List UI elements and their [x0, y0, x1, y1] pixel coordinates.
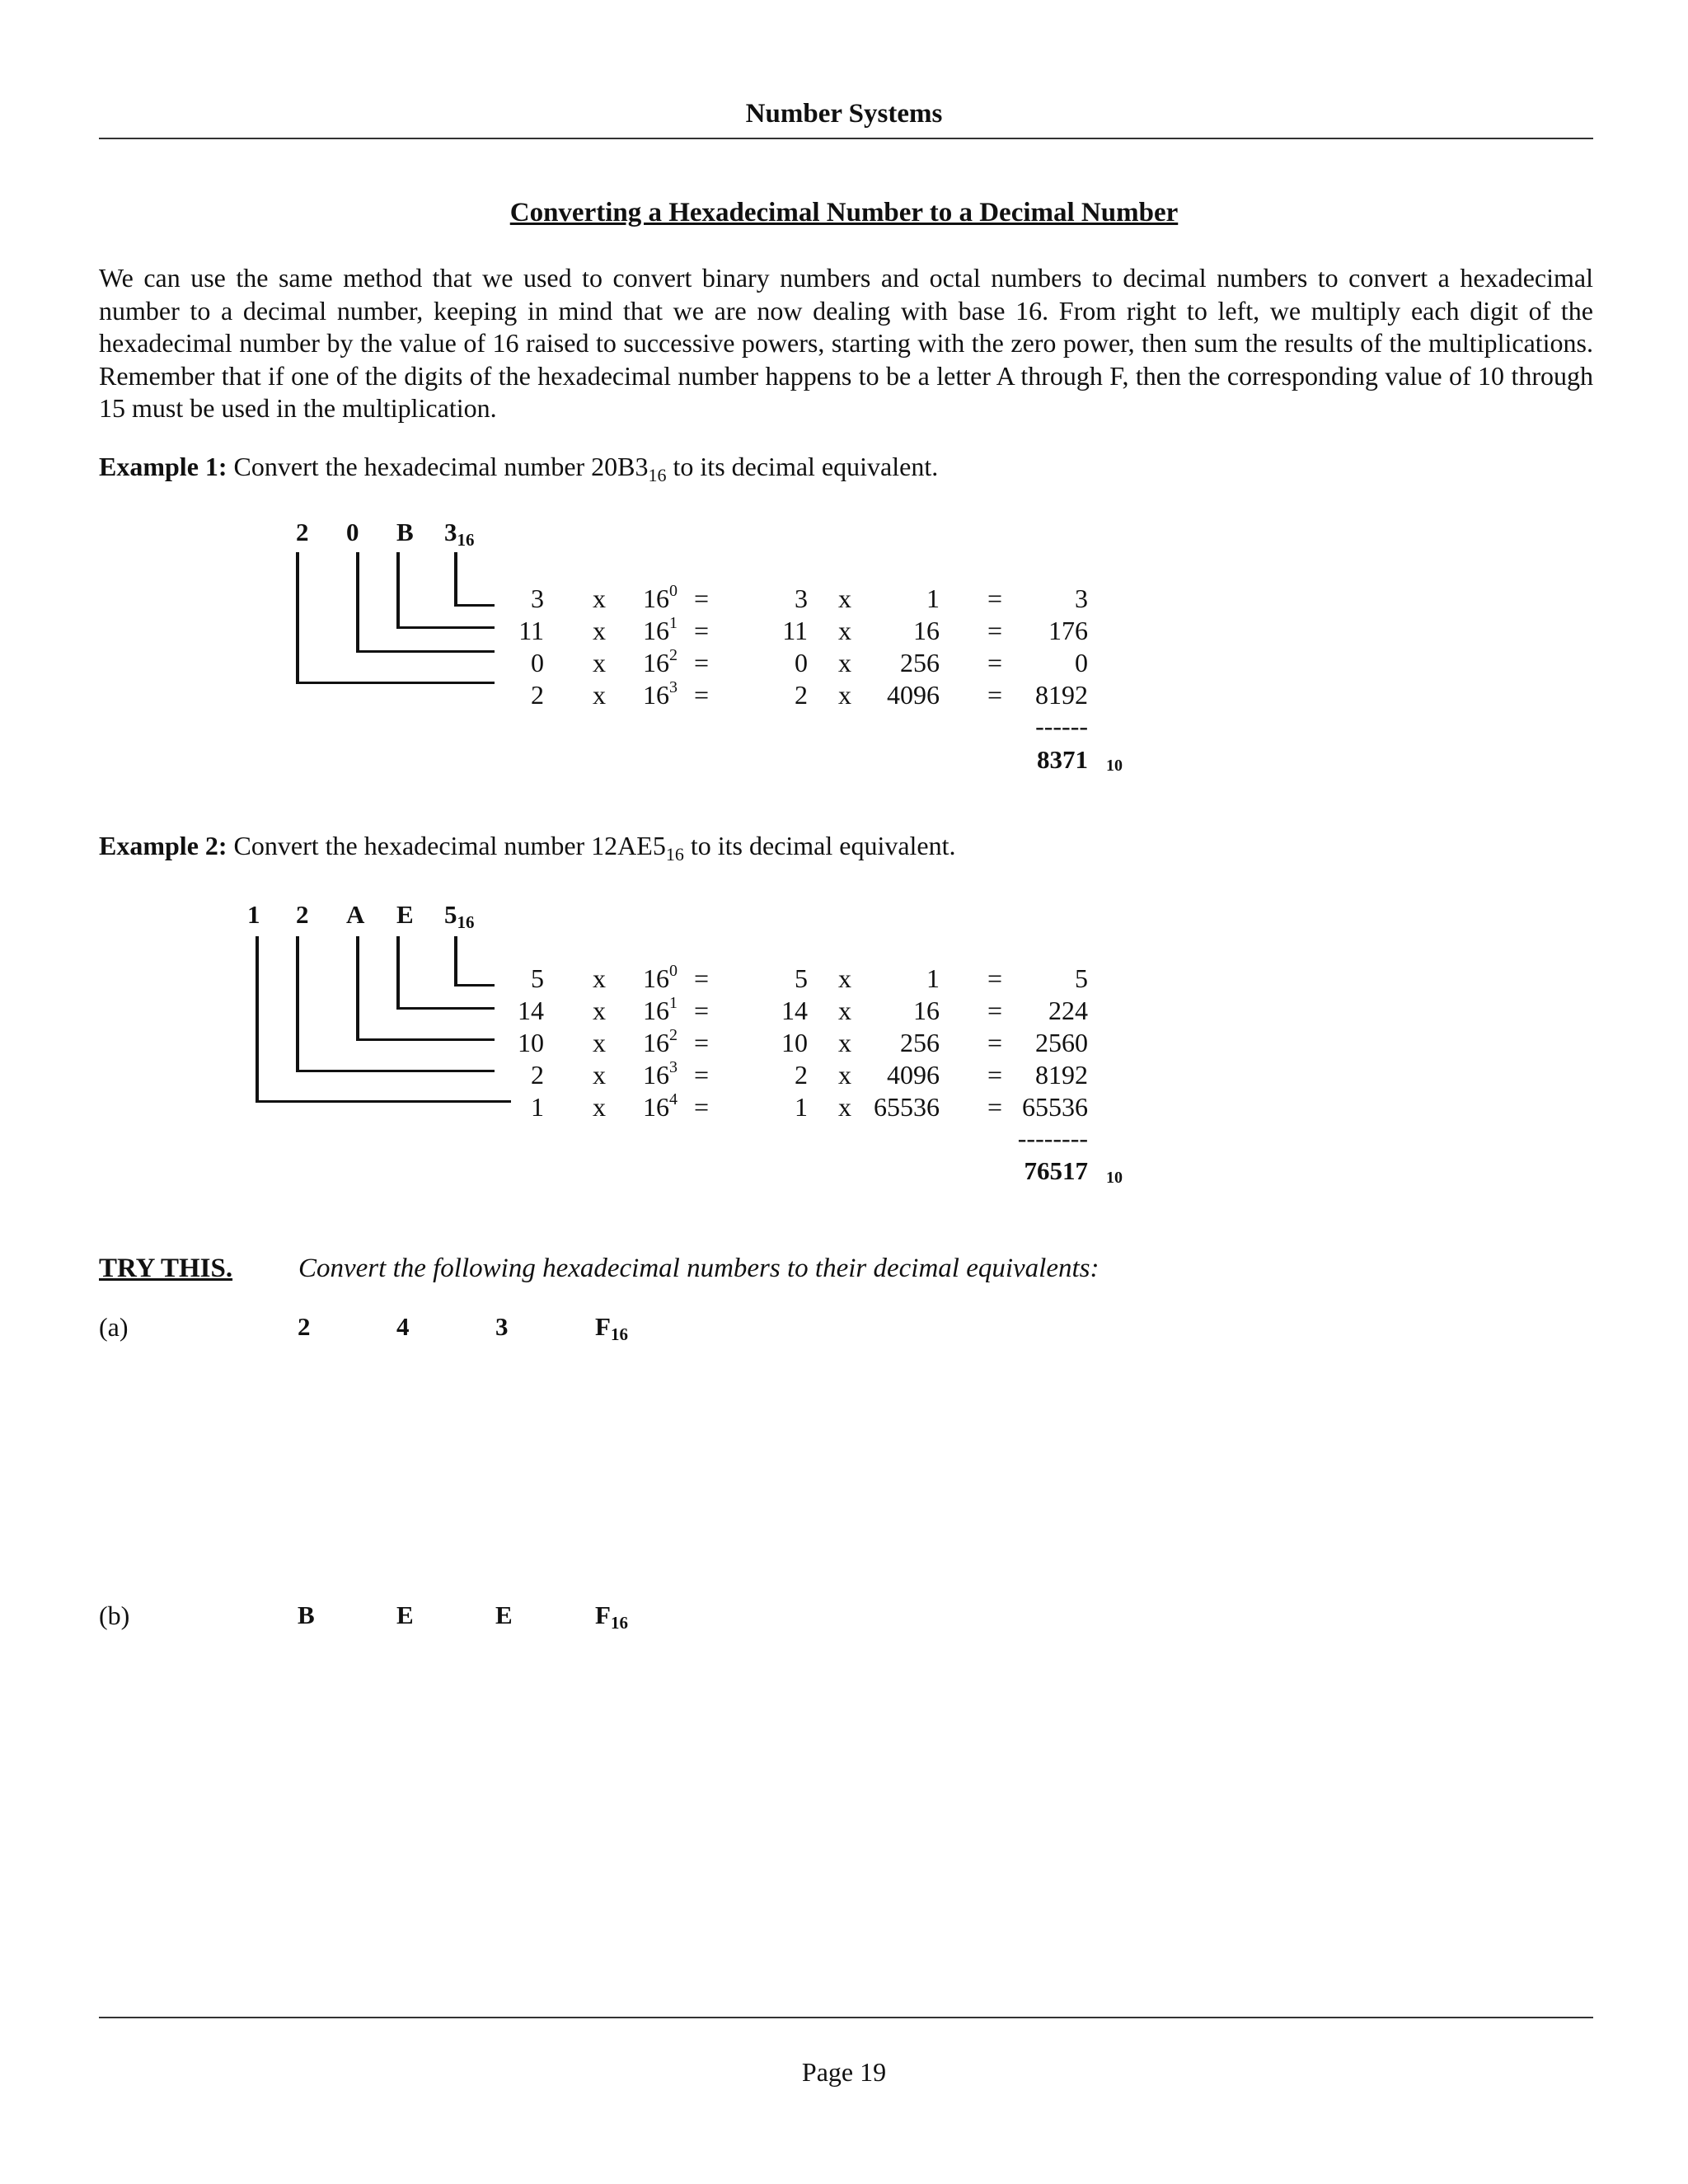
table-cell: 5 — [1075, 963, 1088, 993]
try-this-label: TRY THIS. — [99, 1254, 233, 1283]
example1-total-base: 10 — [1106, 757, 1123, 775]
table-cell: x — [838, 1060, 851, 1090]
example1-bracket-vertical — [396, 552, 400, 629]
table-cell: 10 — [781, 1028, 808, 1057]
table-cell: = — [693, 1092, 710, 1122]
example2-bracket-vertical — [454, 936, 457, 987]
table-cell: x — [838, 996, 851, 1025]
table-cell: x — [838, 1028, 851, 1057]
table-cell: = — [693, 1060, 710, 1090]
table-cell: = — [693, 996, 710, 1025]
table-cell: 8192 — [1035, 680, 1088, 710]
table-cell: 2 — [531, 1060, 544, 1090]
table-cell: = — [693, 1028, 710, 1057]
table-cell: = — [693, 680, 710, 710]
table-cell: = — [987, 1092, 1003, 1122]
table-cell: 11 — [518, 616, 544, 645]
example2-bracket-horizontal — [454, 984, 495, 987]
table-cell: 2560 — [1035, 1028, 1088, 1057]
table-cell: x — [838, 648, 851, 677]
example1-bracket-horizontal — [396, 626, 495, 629]
table-cell: 176 — [1048, 616, 1088, 645]
table-cell: 3 — [531, 583, 544, 613]
problem-digit: E — [495, 1601, 513, 1629]
problem-digit: B — [298, 1601, 315, 1629]
table-cell: = — [693, 648, 710, 677]
example2-label: Example 2: — [99, 831, 227, 860]
table-cell: x — [593, 963, 606, 993]
table-cell: 16 — [913, 996, 940, 1025]
table-cell: = — [693, 963, 710, 993]
table-cell: 2 — [531, 680, 544, 710]
power-cell: $16^4$ — [643, 1090, 678, 1122]
example2-total: 76517 — [1024, 1156, 1088, 1185]
table-cell: = — [987, 1028, 1003, 1057]
table-cell: 1 — [926, 583, 940, 613]
table-cell: = — [987, 616, 1003, 645]
footer-rule — [99, 2017, 1593, 2018]
example1-bracket-horizontal — [356, 650, 495, 653]
table-cell: 65536 — [874, 1092, 940, 1122]
table-cell: x — [593, 680, 606, 710]
example1-text: Convert the hexadecimal number 20B3 — [233, 452, 649, 481]
example2-bracket-horizontal — [296, 1070, 495, 1072]
table-cell: x — [593, 583, 606, 613]
table-cell: 3 — [1075, 583, 1088, 613]
table-cell: 4096 — [887, 1060, 940, 1090]
table-cell: 5 — [531, 963, 544, 993]
table-cell: = — [987, 583, 1003, 613]
example2-digit: E — [396, 900, 414, 929]
example2-bracket-vertical — [396, 936, 400, 1010]
table-cell: = — [987, 963, 1003, 993]
table-cell: 256 — [900, 648, 940, 677]
example2-text-after: to its decimal equivalent. — [690, 831, 956, 860]
example2-digit: A — [346, 900, 365, 929]
problem-label: (a) — [99, 1312, 129, 1342]
example1-bracket-horizontal — [296, 682, 495, 684]
table-cell: = — [987, 648, 1003, 677]
example1-base: 16 — [648, 465, 667, 485]
header-rule — [99, 138, 1593, 139]
example1-bracket-horizontal — [454, 604, 495, 607]
table-cell: x — [593, 616, 606, 645]
example2-bracket-vertical — [296, 936, 299, 1072]
table-cell: x — [593, 996, 606, 1025]
example2-digit: 1 — [247, 900, 260, 929]
table-cell: x — [838, 680, 851, 710]
example1-bracket-vertical — [296, 552, 299, 684]
table-cell: 224 — [1048, 996, 1088, 1025]
example1-text-after: to its decimal equivalent. — [673, 452, 939, 481]
example2-total-base: 10 — [1106, 1169, 1123, 1187]
table-cell: 10 — [518, 1028, 544, 1057]
try-this-instruction: Convert the following hexadecimal numbers to their decimal equivalents: — [298, 1254, 1100, 1283]
section-title: Converting a Hexadecimal Number to a Decimal Number — [509, 198, 1179, 227]
table-cell: 5 — [795, 963, 808, 993]
table-cell: = — [987, 680, 1003, 710]
page-number: Page 19 — [801, 2057, 887, 2087]
running-header-title: Number Systems — [745, 99, 943, 129]
example2-bracket-horizontal — [356, 1038, 495, 1041]
table-cell: 1 — [531, 1092, 544, 1122]
table-cell: 11 — [782, 616, 808, 645]
table-cell: = — [693, 616, 710, 645]
power-cell: $16^3$ — [643, 678, 678, 710]
power-cell: $16^0$ — [643, 582, 678, 613]
table-cell: 14 — [518, 996, 544, 1025]
intro-paragraph: We can use the same method that we used to convert binary numbers and octal numbers to decimal numbers to convert a hexadecimal number to a decimal number, keeping in mind that we are now dealing with base 16. From right to left, we multiply each digit of the hexadecimal number by the value of 16 raised to successive powers, starting with the zero power, then sum the results of the multiplications. Remember that if one of the digits of the hexadecimal number happens to be a letter A through F, then the corresponding value of 10 through 15 must be used in the multiplication. — [99, 263, 1593, 423]
table-cell: 3 — [795, 583, 808, 613]
table-cell: 0 — [1075, 648, 1088, 677]
example1-digit: 0 — [346, 518, 359, 546]
problem-digit: E — [396, 1601, 414, 1629]
table-cell: x — [593, 1028, 606, 1057]
table-cell: 16 — [913, 616, 940, 645]
power-cell: $16^3$ — [643, 1058, 678, 1090]
table-cell: x — [838, 1092, 851, 1122]
table-cell: 1 — [795, 1092, 808, 1122]
table-cell: = — [987, 996, 1003, 1025]
table-cell: x — [593, 648, 606, 677]
problem-digit: $F_{16}$ — [595, 1601, 628, 1633]
table-cell: 1 — [926, 963, 940, 993]
example1-bracket-vertical — [356, 552, 359, 653]
table-cell: 0 — [795, 648, 808, 677]
power-cell: $16^1$ — [643, 994, 678, 1025]
example2-text: Convert the hexadecimal number 12AE5 — [233, 831, 666, 860]
sum-dashes: ------ — [1035, 711, 1088, 741]
example2-heading — [99, 831, 956, 865]
power-cell: $16^2$ — [643, 1026, 678, 1057]
sum-dashes: -------- — [1017, 1123, 1088, 1153]
table-cell: 2 — [795, 680, 808, 710]
problem-digit: 3 — [495, 1312, 509, 1341]
problem-digit: $F_{16}$ — [595, 1312, 628, 1344]
example2-digit: 2 — [296, 900, 309, 929]
table-cell: 65536 — [1022, 1092, 1088, 1122]
example2-bracket-vertical — [256, 936, 259, 1103]
table-cell: 256 — [900, 1028, 940, 1057]
example2-base: 16 — [665, 844, 684, 865]
example1-heading — [99, 452, 939, 485]
example1-total: 8371 — [1037, 745, 1088, 774]
example1-bracket-vertical — [454, 552, 457, 607]
power-cell: $16^0$ — [643, 962, 678, 993]
table-cell: x — [593, 1060, 606, 1090]
problem-digit: 2 — [298, 1312, 311, 1341]
example2-digit: $5_{16}$ — [444, 900, 475, 932]
table-cell: 14 — [781, 996, 808, 1025]
table-cell: 8192 — [1035, 1060, 1088, 1090]
table-cell: x — [838, 583, 851, 613]
table-cell: x — [593, 1092, 606, 1122]
example1-digit: $3_{16}$ — [444, 518, 475, 550]
example2-bracket-horizontal — [396, 1007, 495, 1010]
power-cell: $16^1$ — [643, 614, 678, 645]
problem-label: (b) — [99, 1601, 130, 1630]
table-cell: 4096 — [887, 680, 940, 710]
table-cell: 0 — [531, 648, 544, 677]
example2-bracket-horizontal — [256, 1100, 511, 1103]
table-cell: = — [987, 1060, 1003, 1090]
table-cell: = — [693, 583, 710, 613]
table-cell: x — [838, 963, 851, 993]
power-cell: $16^2$ — [643, 646, 678, 677]
table-cell: 2 — [795, 1060, 808, 1090]
example1-digit: 2 — [296, 518, 309, 546]
example1-digit: B — [396, 518, 414, 546]
problem-digit: 4 — [396, 1312, 410, 1341]
example2-bracket-vertical — [356, 936, 359, 1041]
example1-label: Example 1: — [99, 452, 227, 481]
table-cell: x — [838, 616, 851, 645]
